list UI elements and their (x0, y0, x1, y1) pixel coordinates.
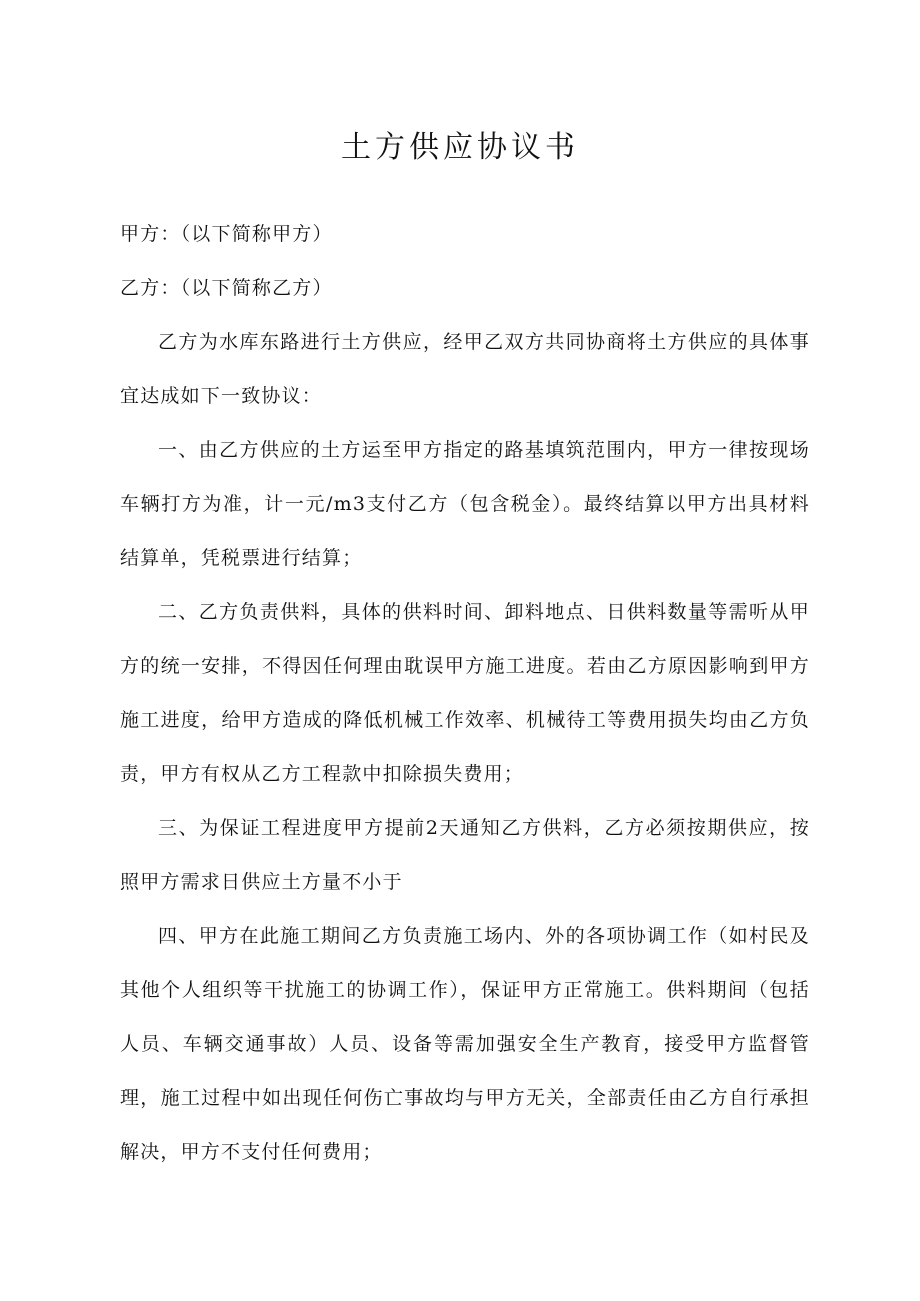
clause-1-paragraph: 一、由乙方供应的土方运至甲方指定的路基填筑范围内，甲方一律按现场车辆打方为准，计一元/m3支付乙方（包含税金）。最终结算以甲方出具材料结算单，凭税票进行结算； (120, 439, 810, 569)
party-a-line: 甲方：（以下简称甲方） (120, 223, 333, 245)
clause-3-paragraph: 三、为保证工程进度甲方提前2天通知乙方供料，乙方必须按期供应，按照甲方需求日供应土方量不小于 (120, 817, 810, 893)
party-b-line: 乙方：（以下简称乙方） (120, 277, 333, 299)
clause-2-paragraph: 二、乙方负责供料，具体的供料时间、卸料地点、日供料数量等需听从甲方的统一安排，不得因任何理由耽误甲方施工进度。若由乙方原因影响到甲方施工进度，给甲方造成的降低机械工作效率、机械待工等费用损失均由乙方负责，甲方有权从乙方工程款中扣除损失费用； (120, 601, 810, 785)
clause-4-paragraph: 四、甲方在此施工期间乙方负责施工场内、外的各项协调工作（如村民及其他个人组织等干扰施工的协调工作），保证甲方正常施工。供料期间（包括人员、车辆交通事故）人员、设备等需加强安全生产教育，接受甲方监督管理，施工过程中如出现任何伤亡事故均与甲方无关，全部责任由乙方自行承担解决，甲方不支付任何费用； (120, 925, 810, 1163)
document-body (120, 207, 810, 1179)
intro-paragraph: 乙方为水库东路进行土方供应，经甲乙双方共同协商将土方供应的具体事宜达成如下一致协议： (120, 331, 810, 407)
document-title: 土方供应协议书 (341, 130, 579, 165)
